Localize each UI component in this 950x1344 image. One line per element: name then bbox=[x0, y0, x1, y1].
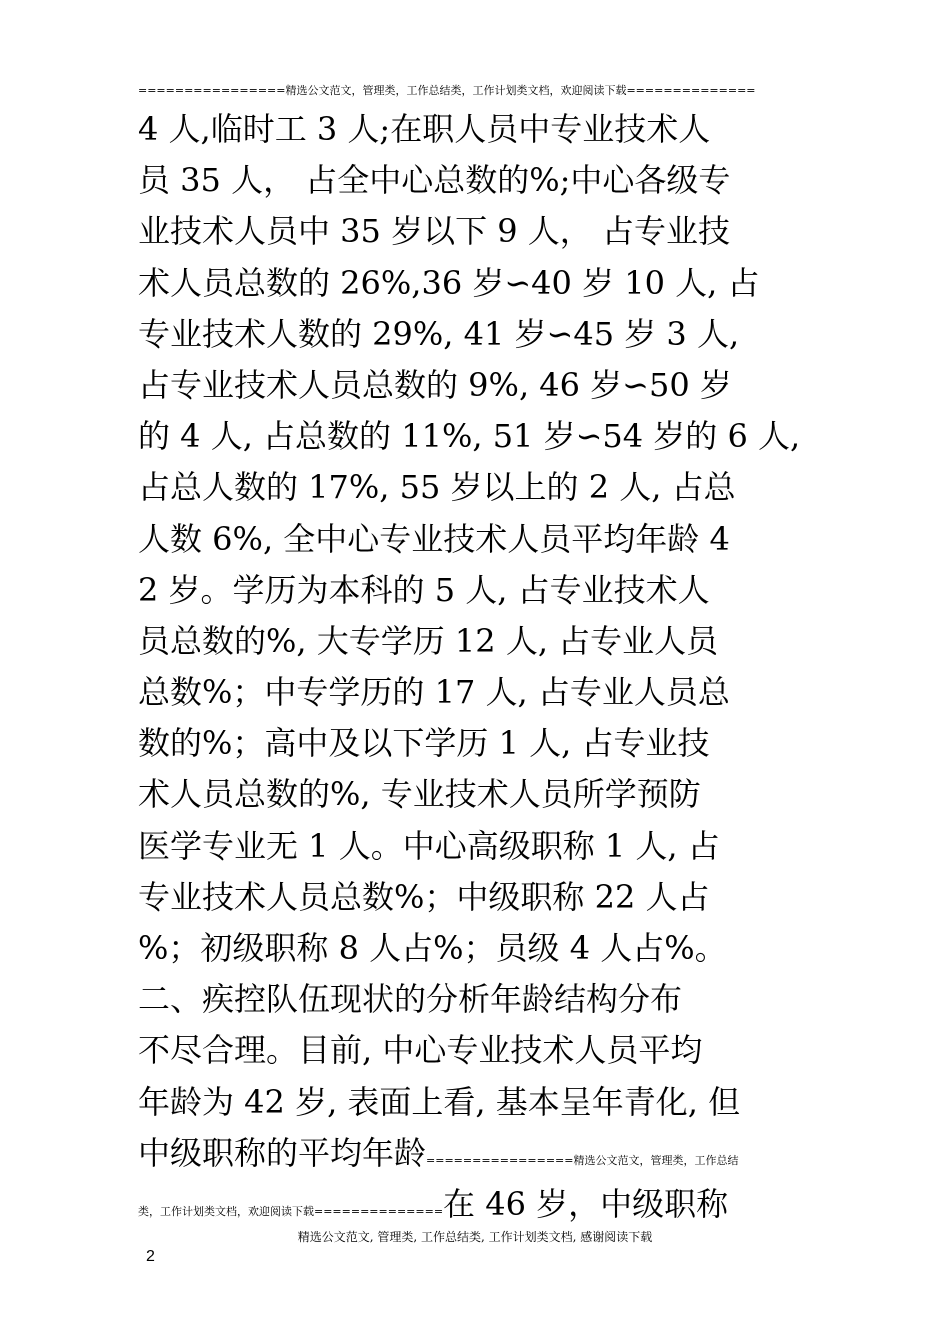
body-line: 数的%；高中及以下学历 1 人, 占专业技 bbox=[138, 724, 710, 763]
body-text bbox=[138, 104, 828, 1230]
body-line: 员 35 人， 占全中心总数的%;中心各级专 bbox=[138, 161, 731, 200]
body-line-text: 在 46 岁，中级职称 bbox=[443, 1184, 729, 1223]
body-line-text: 中级职称的平均年龄 bbox=[138, 1133, 427, 1172]
body-line: 不尽合理。目前, 中心专业技术人员平均 bbox=[138, 1031, 703, 1070]
body-line: 专业技术人数的 29%, 41 岁∽45 岁 3 人, bbox=[138, 314, 740, 353]
body-line: 人数 6%, 全中心专业技术人员平均年龄 4 bbox=[138, 519, 730, 558]
inline-banner: 类，工作计划类文档，欢迎阅读下载============== bbox=[138, 1204, 444, 1218]
body-line-with-inline-banner bbox=[138, 1128, 828, 1179]
body-line: 医学专业无 1 人。中心高级职称 1 人, 占 bbox=[138, 826, 720, 865]
page-number: 2 bbox=[146, 1248, 155, 1265]
body-line: 业技术人员中 35 岁以下 9 人， 占专业技 bbox=[138, 212, 730, 251]
inline-banner: ================精选公文范文，管理类，工作总结 bbox=[426, 1153, 739, 1167]
body-line: 总数%；中专学历的 17 人, 占专业人员总 bbox=[138, 673, 730, 712]
body-line: 占总人数的 17%, 55 岁以上的 2 人, 占总 bbox=[138, 468, 736, 507]
body-line: 占专业技术人员总数的 9%, 46 岁∽50 岁 bbox=[138, 365, 732, 404]
body-line: 二、疾控队伍现状的分析年龄结构分布 bbox=[138, 980, 683, 1019]
body-line: 2 岁。学历为本科的 5 人, 占专业技术人 bbox=[138, 570, 710, 609]
body-line: 4 人,临时工 3 人;在职人员中专业技术人 bbox=[138, 110, 711, 148]
header-banner: ================精选公文范文，管理类，工作总结类，工作计划类文档，欢迎阅读下载============== bbox=[138, 84, 756, 97]
body-line: 员总数的%, 大专学历 12 人, 占专业人员 bbox=[138, 621, 719, 660]
body-line: 术人员总数的 26%,36 岁∽40 岁 10 人, 占 bbox=[138, 263, 760, 302]
body-line: %；初级职称 8 人占%；员级 4 人占%。 bbox=[138, 929, 727, 967]
footer-note: 精选公文范文, 管理类, 工作总结类, 工作计划类文档, 感谢阅读下载 bbox=[297, 1230, 653, 1244]
body-line: 的 4 人, 占总数的 11%, 51 岁∽54 岁的 6 人, bbox=[138, 417, 801, 456]
body-line: 专业技术人员总数%；中级职称 22 人占 bbox=[138, 877, 710, 916]
body-line-with-inline-banner bbox=[138, 1179, 828, 1230]
body-line: 年龄为 42 岁, 表面上看, 基本呈年青化, 但 bbox=[138, 1082, 741, 1121]
body-line: 术人员总数的%, 专业技术人员所学预防 bbox=[138, 775, 701, 814]
